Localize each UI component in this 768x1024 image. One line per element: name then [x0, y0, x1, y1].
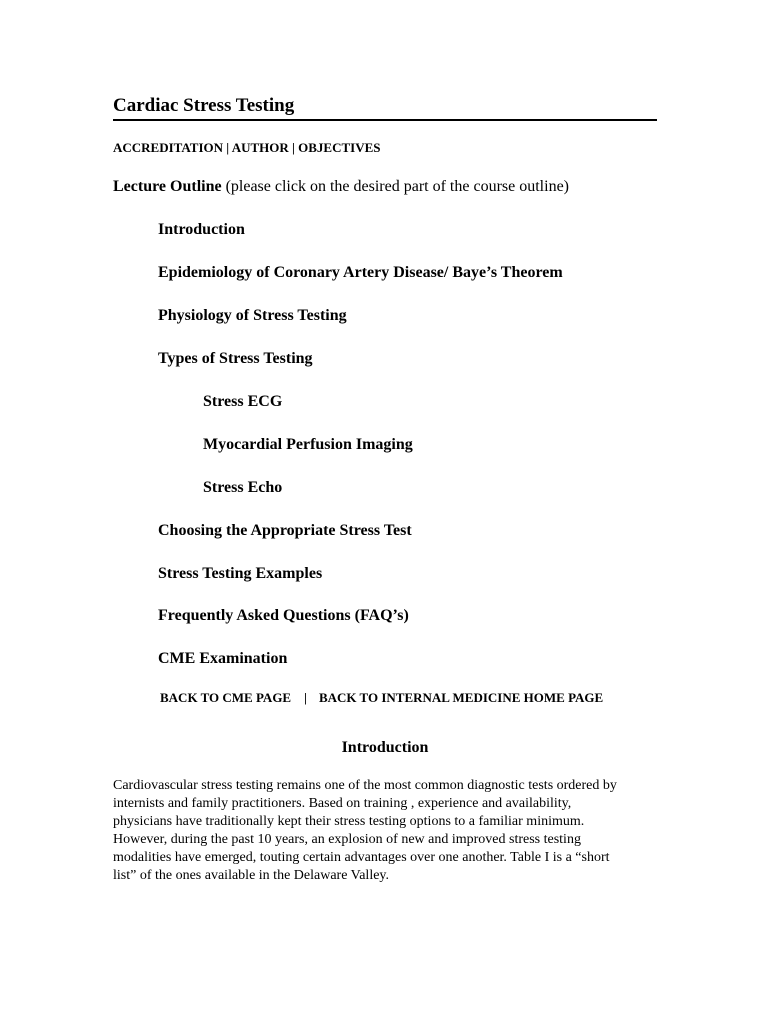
nav-separator: |: [288, 140, 299, 155]
outline-heading-note: (please click on the desired part of the course outline): [221, 178, 569, 195]
top-nav: [113, 140, 381, 156]
paragraph-line: internists and family practitioners. Based on training , experience and availability,: [113, 796, 572, 811]
outline-item-types[interactable]: Types of Stress Testing: [158, 350, 313, 367]
outline-item-introduction[interactable]: Introduction: [158, 221, 245, 238]
bottom-nav: [160, 690, 603, 706]
outline-item-stress-echo[interactable]: Stress Echo: [203, 479, 283, 496]
paragraph-line: modalities have emerged, touting certain advantages over one another. Table I is a “short: [113, 850, 610, 865]
outline-heading: [113, 177, 569, 197]
outline-item-choosing[interactable]: Choosing the Appropriate Stress Test: [158, 522, 412, 539]
accreditation-link[interactable]: ACCREDITATION: [113, 140, 224, 155]
paragraph-line: physicians have traditionally kept their stress testing options to a familiar minimum.: [113, 814, 585, 829]
introduction-heading: Introduction: [341, 739, 429, 756]
title-divider: [113, 119, 657, 121]
back-to-im-home-link[interactable]: BACK TO INTERNAL MEDICINE HOME PAGE: [318, 690, 604, 705]
outline-item-stress-ecg[interactable]: Stress ECG: [203, 393, 283, 410]
page-title: Cardiac Stress Testing: [113, 95, 295, 116]
outline-item-faq[interactable]: Frequently Asked Questions (FAQ’s): [158, 607, 409, 624]
outline-item-myocardial-perfusion[interactable]: Myocardial Perfusion Imaging: [203, 436, 413, 453]
outline-item-cme-exam[interactable]: CME Examination: [158, 650, 288, 667]
paragraph-line: However, during the past 10 years, an explosion of new and improved stress testing: [113, 832, 581, 847]
paragraph-line: list” of the ones available in the Delaware Valley.: [113, 868, 390, 883]
nav-separator: |: [223, 140, 232, 155]
outline-item-examples[interactable]: Stress Testing Examples: [158, 565, 323, 582]
nav-separator: |: [304, 690, 307, 705]
outline-item-physiology[interactable]: Physiology of Stress Testing: [158, 307, 347, 324]
back-to-cme-link[interactable]: BACK TO CME PAGE: [160, 690, 292, 705]
author-link[interactable]: AUTHOR: [231, 140, 289, 155]
introduction-paragraph: [113, 777, 655, 885]
objectives-link[interactable]: OBJECTIVES: [298, 140, 381, 155]
paragraph-line: Cardiovascular stress testing remains one of the most common diagnostic tests ordered by: [113, 778, 617, 793]
outline-heading-title: Lecture Outline: [113, 178, 222, 195]
outline-item-epidemiology[interactable]: Epidemiology of Coronary Artery Disease/ Baye’s Theorem: [158, 264, 563, 281]
